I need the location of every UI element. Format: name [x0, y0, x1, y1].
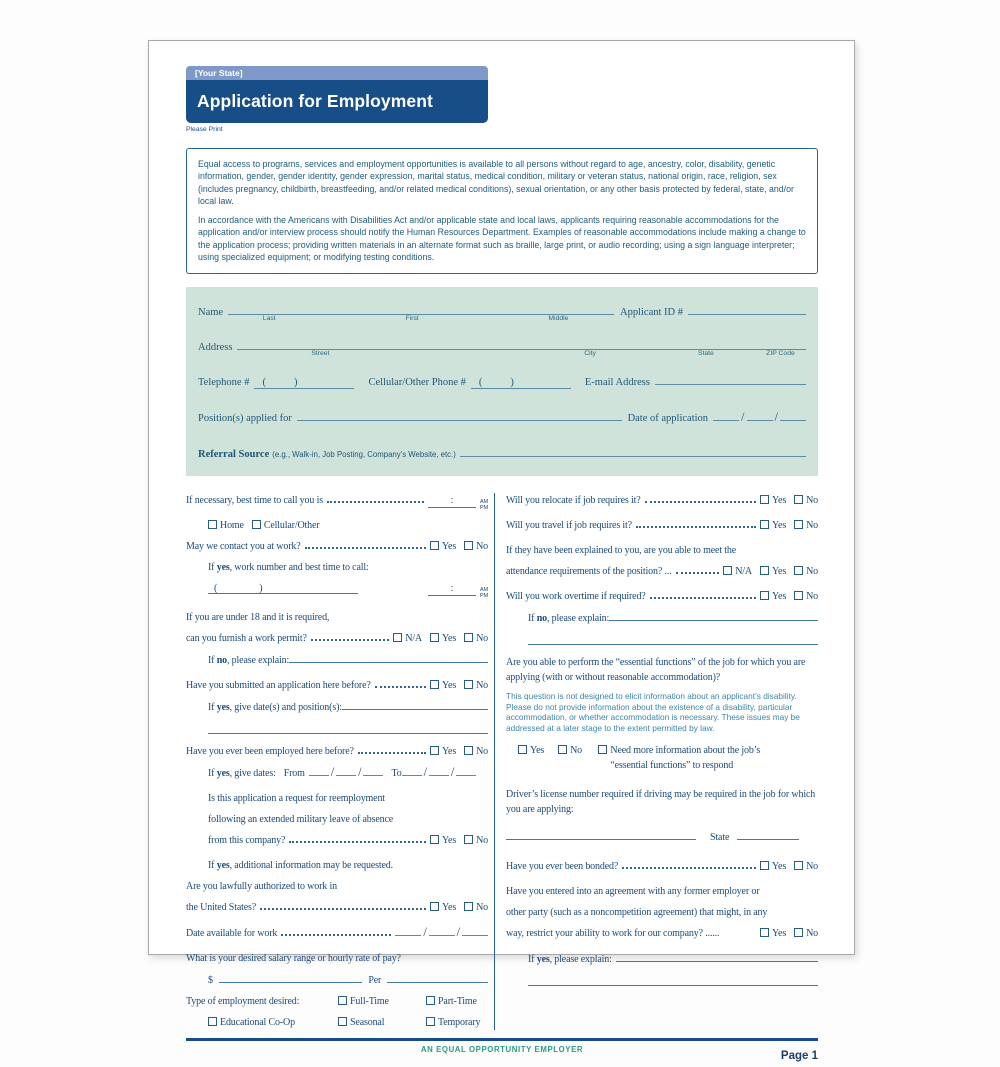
- question-agreement-line1: [506, 884, 818, 899]
- employment-dates-row: [208, 765, 488, 781]
- dollar-sign: $: [208, 974, 213, 986]
- address-input-line[interactable]: [237, 339, 806, 357]
- checkbox-yes[interactable]: [760, 566, 769, 575]
- checkbox-label: Temporary: [438, 1016, 481, 1028]
- checkbox-yes[interactable]: [760, 495, 769, 504]
- spacer: [362, 590, 424, 591]
- paren-open: (: [478, 376, 483, 388]
- if-yes-work-number: [208, 560, 488, 575]
- yes-word: yes: [216, 859, 230, 871]
- question-agreement-line3: [506, 926, 818, 941]
- question-text: Are you lawfully authorized to work in: [186, 880, 337, 892]
- checkbox-no[interactable]: [794, 495, 803, 504]
- if-no-explain-row: [208, 652, 488, 668]
- checkbox-label: No: [806, 565, 818, 577]
- question-text: What is your desired salary range or hourly rate of pay?: [186, 952, 401, 964]
- question-attendance-line1: [506, 543, 818, 558]
- phone-email-row: [198, 374, 806, 389]
- dotted-leader: [375, 686, 426, 688]
- cellular-label: Cellular/Other Phone #: [368, 376, 466, 388]
- dotted-leader: [327, 501, 424, 503]
- question-employed-before: [186, 744, 488, 759]
- available-month-line[interactable]: [395, 925, 421, 936]
- checkbox-label: Cellular/Other: [263, 519, 320, 531]
- checkbox-label: Yes: [441, 745, 457, 757]
- name-label: Name: [198, 306, 224, 318]
- sublabel-city: City: [584, 349, 596, 357]
- explain-input-line[interactable]: [289, 652, 488, 663]
- checkbox-no[interactable]: [794, 591, 803, 600]
- per-label: Per: [368, 974, 382, 986]
- question-text: can you furnish a work permit?: [186, 632, 307, 644]
- cellular-input-line[interactable]: [471, 377, 571, 389]
- to-label: To: [391, 767, 402, 779]
- from-label: From: [283, 767, 305, 779]
- explain-input-line[interactable]: [609, 610, 818, 621]
- available-day-line[interactable]: [429, 925, 455, 936]
- if-word: If: [208, 701, 217, 713]
- sublabel-street: Street: [311, 349, 330, 357]
- question-text: following an extended military leave of absence: [208, 813, 394, 825]
- checkbox-label: No: [476, 632, 488, 644]
- checkbox-label: No: [476, 901, 488, 913]
- page-footer: [186, 1038, 818, 1067]
- checkbox-yes[interactable]: [430, 633, 439, 642]
- question-lawful-line1: [186, 879, 488, 894]
- text: , additional information may be requested.: [229, 859, 393, 871]
- no-word: no: [536, 612, 547, 624]
- text: , please explain:: [226, 654, 290, 666]
- question-attendance-line2: [506, 564, 818, 579]
- checkbox-need-more-information-about-the-job-s-essential-functions-to-respond[interactable]: [598, 745, 607, 754]
- question-text: Have you ever been bonded?: [506, 861, 619, 872]
- notice-paragraph-2: In accordance with the Americans with Disabilities Act and/or applicable state and local laws, applicants requiring reasonable accommodations for the application and/or interview process should notify the Human Resources Department. Examples of reasonable accommodations include making a change to the application process; providing written materials in an alternate format such as braille, large print, or audio recording; using a sign language interpreter; using specialized equipment; or modifying testing conditions.: [198, 214, 806, 263]
- question-text: from this company?: [208, 834, 286, 846]
- checkbox-label: N/A: [405, 632, 422, 644]
- question-reemployment-line1: [208, 791, 488, 806]
- checkbox-label: Home: [220, 519, 244, 531]
- slash: /: [423, 764, 427, 779]
- question-text: Will you work overtime if required?: [506, 590, 646, 602]
- yes-word: yes: [216, 561, 230, 573]
- checkbox-no[interactable]: [794, 861, 803, 870]
- question-overtime: [506, 589, 818, 604]
- text: , give date(s) and position(s):: [229, 701, 342, 713]
- work-number-input-row: [208, 581, 488, 600]
- checkbox-no[interactable]: [464, 541, 473, 550]
- checkbox-home[interactable]: [208, 520, 217, 529]
- checkbox-no[interactable]: [464, 902, 473, 911]
- text: , please explain:: [549, 954, 612, 965]
- checkbox-label: Yes: [771, 590, 787, 602]
- question-drivers-license: [506, 787, 818, 817]
- checkbox-label: Seasonal: [350, 1016, 385, 1028]
- license-input-row: [506, 829, 818, 845]
- checkbox-seasonal[interactable]: [338, 1017, 347, 1026]
- employment-type-label: Type of employment desired:: [186, 995, 300, 1007]
- slash: /: [358, 764, 362, 779]
- checkbox-label: Yes: [771, 565, 787, 577]
- to-year-line[interactable]: [456, 765, 476, 776]
- slash: /: [774, 409, 778, 424]
- question-work-permit-line2: [186, 631, 488, 646]
- question-text: Have you submitted an application here before?: [186, 679, 371, 691]
- available-year-line[interactable]: [462, 925, 488, 936]
- checkbox-yes[interactable]: [760, 861, 769, 870]
- if-yes-dates-positions-row: [208, 699, 488, 715]
- slash: /: [423, 924, 427, 939]
- date-year-line[interactable]: [780, 410, 806, 421]
- am-pm-label: [480, 499, 488, 512]
- slash: /: [450, 764, 455, 779]
- question-relocate: [506, 493, 818, 508]
- question-lawful-line2: [186, 900, 488, 915]
- essential-functions-note: This question is not designed to elicit information about an applicant’s disability. Please do not provide information about the existence of a disability, particular accommodation, or whether accommodation is necessary. These issues may be addressed at a later stage to the extent permitted by law.: [506, 690, 800, 734]
- no-word: no: [216, 654, 227, 666]
- right-question-column: [494, 493, 818, 1030]
- question-text: other party (such as a noncompetition agreement) that might, in any: [506, 907, 768, 918]
- question-text: May we contact you at work?: [186, 540, 301, 552]
- state-label: State: [710, 832, 730, 843]
- dotted-leader: [622, 867, 756, 869]
- telephone-input-line[interactable]: [254, 377, 354, 389]
- checkbox-temporary[interactable]: [426, 1017, 435, 1026]
- spacer: [723, 935, 756, 936]
- checkbox-label: Yes: [771, 519, 787, 531]
- from-day-line[interactable]: [336, 765, 356, 776]
- checkbox-label: Yes: [441, 679, 457, 691]
- paren-close: ): [510, 376, 514, 388]
- checkbox-label: Full-Time: [350, 995, 389, 1007]
- applicant-id-label: Applicant ID #: [620, 306, 683, 318]
- positions-label: Position(s) applied for: [198, 412, 292, 424]
- checkbox-label: Yes: [771, 861, 787, 872]
- checkbox-yes[interactable]: [430, 835, 439, 844]
- page-number: Page 1: [780, 1049, 818, 1062]
- from-year-line[interactable]: [363, 765, 383, 776]
- colon: :: [450, 582, 454, 594]
- to-month-line[interactable]: [402, 765, 422, 776]
- dotted-leader: [650, 597, 756, 599]
- dotted-leader: [358, 752, 426, 754]
- dotted-leader: [281, 934, 391, 936]
- checkbox-no[interactable]: [794, 928, 803, 937]
- if-word: If: [208, 859, 217, 871]
- am-pm-label: [480, 587, 488, 600]
- if-word: If: [208, 654, 217, 666]
- name-input-line[interactable]: [228, 304, 614, 322]
- continuation-input-line[interactable]: [528, 632, 818, 645]
- question-text: Have you ever been employed here before?: [186, 745, 354, 757]
- checkbox-yes[interactable]: [430, 746, 439, 755]
- question-essential-functions: [506, 655, 818, 685]
- work-number-input-line[interactable]: [208, 581, 358, 594]
- dates-positions-input-line[interactable]: [342, 699, 488, 710]
- checkbox-label: Educational Co-Op: [220, 1016, 295, 1028]
- checkbox-label: No: [570, 745, 583, 756]
- sublabel-state: State: [697, 349, 714, 357]
- email-input-line[interactable]: [655, 374, 806, 385]
- checkbox-label: No: [476, 679, 488, 691]
- checkbox-n-a[interactable]: [723, 566, 732, 575]
- paren-close: ): [293, 376, 298, 388]
- checkbox-label: No: [806, 590, 818, 602]
- checkbox-yes[interactable]: [430, 541, 439, 550]
- page-title: Application for Employment: [186, 80, 488, 123]
- license-number-input-line[interactable]: [506, 829, 696, 840]
- to-day-line[interactable]: [429, 765, 449, 776]
- checkbox-yes[interactable]: [760, 591, 769, 600]
- question-travel: [506, 518, 818, 533]
- checkbox-label: Yes: [530, 745, 545, 756]
- yes-word: yes: [216, 701, 230, 713]
- date-of-application-label: Date of application: [627, 412, 709, 424]
- question-text: way, restrict your ability to work for our company? ......: [506, 928, 720, 939]
- checkbox-label: Need more information about the job’s “essential functions” to respond: [610, 745, 761, 771]
- colon: :: [450, 494, 454, 506]
- slash: /: [741, 409, 745, 424]
- employment-type-section: [186, 994, 488, 1030]
- referral-input-line[interactable]: [460, 446, 806, 457]
- checkbox-label: Yes: [771, 928, 787, 939]
- salary-input-line[interactable]: [219, 972, 362, 983]
- if-yes-additional-info: [208, 858, 488, 873]
- if-yes-explain-row: [528, 951, 818, 967]
- referral-row: [198, 446, 806, 460]
- address-row: [198, 339, 806, 357]
- checkbox-label: No: [476, 745, 488, 757]
- am-label: AM: [479, 586, 488, 593]
- paren-open: (: [262, 376, 266, 388]
- pm-label: PM: [479, 593, 488, 600]
- application-form-page: [148, 40, 855, 1062]
- position-date-row: [198, 410, 806, 425]
- question-text: Is this application a request for reemployment: [208, 792, 385, 804]
- text: , give dates:: [229, 767, 276, 779]
- date-month-line[interactable]: [713, 410, 739, 421]
- checkbox-label: No: [806, 519, 818, 531]
- text: , work number and best time to call:: [229, 561, 369, 573]
- pm-label: PM: [479, 505, 488, 512]
- sublabel-zip: ZIP Code: [766, 349, 795, 357]
- if-word: If: [528, 954, 537, 965]
- applicant-id-input-line[interactable]: [688, 304, 806, 315]
- equal-opportunity-label: AN EQUAL OPPORTUNITY EMPLOYER: [420, 1044, 584, 1054]
- checkbox-no[interactable]: [464, 633, 473, 642]
- checkbox-full-time[interactable]: [338, 996, 347, 1005]
- yes-word: yes: [216, 767, 230, 779]
- if-word: If: [208, 561, 217, 573]
- dotted-leader: [305, 547, 426, 549]
- question-text: If they have been explained to you, are you able to meet the: [506, 544, 737, 556]
- checkbox-label: N/A: [735, 565, 752, 577]
- question-bonded: [506, 859, 818, 874]
- question-contact-at-work: [186, 539, 488, 554]
- question-reemployment-line3: [208, 833, 488, 848]
- question-salary: [186, 951, 488, 966]
- date-day-line[interactable]: [747, 410, 773, 421]
- checkbox-label: Yes: [441, 632, 457, 644]
- checkbox-yes[interactable]: [518, 745, 527, 754]
- question-text: Are you able to perform the “essential functions” of the job for which you are applying (with or without reasonable accommodation)?: [506, 656, 806, 683]
- from-month-line[interactable]: [309, 765, 329, 776]
- checkbox-label: Yes: [441, 540, 457, 552]
- question-text: Have you entered into an agreement with any former employer or: [506, 886, 760, 897]
- checkbox-yes[interactable]: [430, 902, 439, 911]
- checkbox-no[interactable]: [794, 520, 803, 529]
- checkbox-no[interactable]: [558, 745, 567, 754]
- question-text: Will you travel if job requires it?: [506, 519, 632, 531]
- explain-input-line[interactable]: [616, 951, 818, 962]
- per-input-line[interactable]: [387, 972, 488, 983]
- dotted-leader: [289, 841, 426, 843]
- best-time-input-line[interactable]: [428, 496, 476, 508]
- if-no-explain-row: [528, 610, 818, 626]
- question-text: the United States?: [186, 901, 257, 913]
- salary-input-row: [208, 972, 488, 988]
- slash: /: [330, 764, 335, 779]
- question-agreement-line2: [506, 905, 818, 920]
- checkbox-label: No: [806, 861, 818, 872]
- dotted-leader: [636, 526, 756, 528]
- checkbox-label: Yes: [771, 494, 787, 506]
- license-state-input-line[interactable]: [737, 829, 799, 840]
- sublabel-last: Last: [262, 314, 276, 322]
- dotted-leader: [311, 639, 389, 641]
- referral-examples: (e.g., Walk-in, Job Posting, Company’s Website, etc.): [272, 449, 456, 459]
- question-submitted-before: [186, 678, 488, 693]
- checkbox-label: Part-Time: [438, 995, 477, 1007]
- dotted-leader: [260, 908, 426, 910]
- notice-paragraph-1: Equal access to programs, services and employment opportunities is available to all persons without regard to age, ancestry, color, disability, genetic information, gender, gender identity, gender expression, marital status, medical condition, military or veteran status, national origin, race, religion, sex (includes pregnancy, childbirth, breastfeeding, and/or related medical conditions), sexual orientation, or any other basis protected by federal, state, and/or local law.: [198, 159, 794, 207]
- sublabel-middle: Middle: [548, 314, 569, 322]
- question-text: If necessary, best time to call you is: [186, 494, 323, 506]
- checkbox-n-a[interactable]: [393, 633, 402, 642]
- dotted-leader: [645, 501, 756, 503]
- positions-input-line[interactable]: [297, 410, 622, 421]
- if-word: If: [208, 767, 217, 779]
- checkbox-label: No: [806, 494, 818, 506]
- checkbox-part-time[interactable]: [426, 996, 435, 1005]
- question-reemployment-line2: [208, 812, 488, 827]
- telephone-label: Telephone #: [198, 376, 250, 388]
- checkbox-educational-co-op[interactable]: [208, 1017, 217, 1026]
- checkbox-no[interactable]: [464, 680, 473, 689]
- checkbox-label: No: [476, 540, 488, 552]
- essential-functions-checkboxes: [518, 743, 818, 773]
- paren-open: (: [214, 582, 218, 594]
- yes-word: yes: [536, 954, 550, 965]
- checkbox-no[interactable]: [794, 566, 803, 575]
- checkbox-label: Yes: [441, 834, 457, 846]
- checkbox-label: Yes: [441, 901, 457, 913]
- dotted-leader: [676, 572, 720, 574]
- checkbox-label: No: [476, 834, 488, 846]
- continuation-input-line[interactable]: [208, 721, 488, 734]
- question-text: Driver’s license number required if driving may be required in the job for which you are applying:: [506, 789, 816, 815]
- if-word: If: [528, 612, 537, 624]
- equal-access-notice: [186, 148, 818, 274]
- email-label: E-mail Address: [584, 376, 650, 388]
- state-tag-bar: [Your State]: [186, 66, 488, 80]
- slash: /: [456, 924, 460, 939]
- checkbox-no[interactable]: [464, 835, 473, 844]
- checkbox-label: No: [806, 928, 818, 939]
- checkbox-no[interactable]: [464, 746, 473, 755]
- question-date-available: [186, 925, 488, 941]
- continuation-input-line[interactable]: [528, 973, 818, 986]
- checkbox-cellular-other[interactable]: [252, 520, 261, 529]
- question-text: attendance requirements of the position? ...: [506, 565, 672, 577]
- phone-type-checkboxes: [208, 518, 488, 533]
- text: , please explain:: [546, 612, 610, 624]
- left-question-column: [186, 493, 494, 1030]
- sublabel-first: First: [405, 314, 419, 322]
- address-label: Address: [198, 341, 233, 353]
- paren-close: ): [259, 582, 263, 594]
- question-text: If you are under 18 and it is required,: [186, 611, 330, 623]
- question-text: Will you relocate if job requires it?: [506, 494, 641, 506]
- checkbox-yes[interactable]: [760, 928, 769, 937]
- question-work-permit-line1: [186, 610, 488, 625]
- referral-source-label: Referral Source: [198, 448, 270, 460]
- please-print-label: Please Print: [186, 126, 223, 133]
- am-label: AM: [479, 498, 488, 505]
- checkbox-yes[interactable]: [430, 680, 439, 689]
- checkbox-yes[interactable]: [760, 520, 769, 529]
- applicant-identity-section: [186, 287, 818, 476]
- name-row: [198, 304, 806, 322]
- work-time-input-line[interactable]: [428, 584, 476, 596]
- question-text: Date available for work: [186, 927, 278, 939]
- question-best-time-to-call: [186, 493, 488, 512]
